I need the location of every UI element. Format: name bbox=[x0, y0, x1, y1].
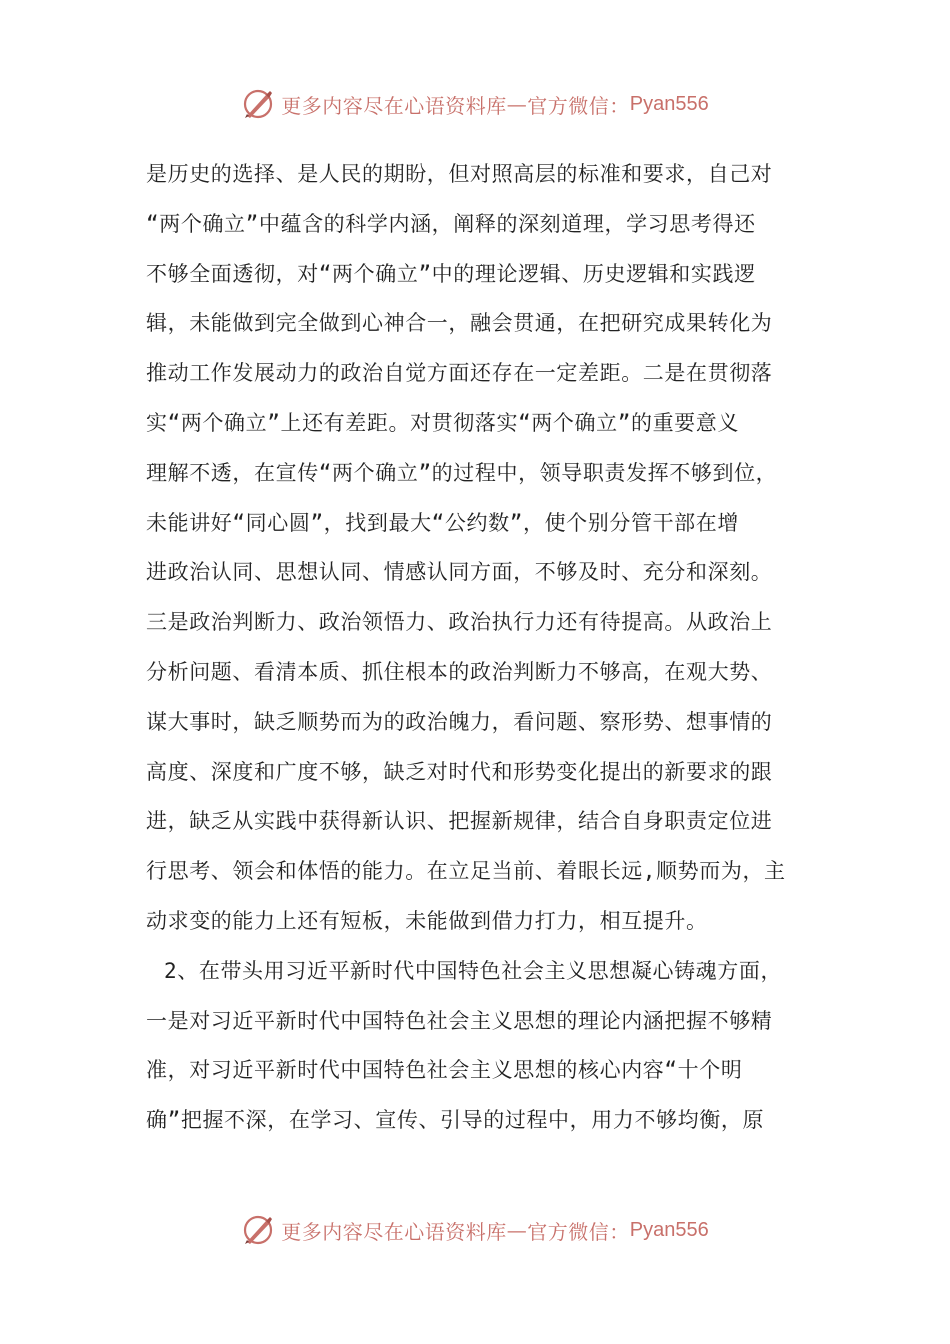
pen-logo-icon bbox=[241, 87, 275, 121]
banner-wechat-id: Pyan556 bbox=[629, 92, 709, 115]
banner-separator: — bbox=[506, 1218, 528, 1242]
text-line: 是历史的选择、是人民的期盼，但对照高层的标准和要求，自己对 bbox=[146, 162, 773, 186]
banner-wechat-label: 官方微信： bbox=[527, 1219, 630, 1244]
text-line: 高度、深度和广度不够，缺乏对时代和形势变化提出的新要求的跟 bbox=[146, 759, 773, 784]
banner-wechat-label: 官方微信： bbox=[527, 93, 630, 118]
text-line: “两个确立”中蕴含的科学内涵，阐释的深刻道理，学习思考得还 bbox=[146, 211, 756, 236]
text-line: 准，对习近平新时代中国特色社会主义思想的核心内容“十个明 bbox=[146, 1058, 743, 1083]
text-line: 不够全面透彻，对“两个确立”中的理论逻辑、历史逻辑和实践逻 bbox=[146, 261, 756, 286]
banner-wechat-id: Pyan556 bbox=[629, 1218, 709, 1241]
text-line: 行思考、领会和体悟的能力。在立足当前、着眼长远,顺势而为，主 bbox=[146, 859, 786, 884]
text-line: 三是政治判断力、政治领悟力、政治执行力还有待提高。从政治上 bbox=[146, 610, 773, 635]
document-body bbox=[146, 150, 806, 1146]
text-line: 辑，未能做到完全做到心神合一，融会贯通，在把研究成果转化为 bbox=[146, 311, 773, 336]
section-heading-line: 2、在带头用习近平新时代中国特色社会主义思想凝心铸魂方面， bbox=[164, 958, 783, 983]
footer-banner bbox=[0, 1210, 950, 1250]
text-line: 分析问题、看清本质、抓住根本的政治判断力不够高，在观大势、 bbox=[146, 659, 773, 684]
text-line: 进政治认同、思想认同、情感认同方面，不够及时、充分和深刻。 bbox=[146, 560, 773, 585]
pen-logo-icon bbox=[241, 1213, 275, 1247]
banner-site-text: 更多内容尽在心语资料库 bbox=[281, 1219, 507, 1244]
text-line: 谋大事时，缺乏顺势而为的政治魄力，看问题、察形势、想事情的 bbox=[146, 709, 773, 734]
text-line: 实“两个确立”上还有差距。对贯彻落实“两个确立”的重要意义 bbox=[146, 410, 739, 435]
text-line: 推动工作发展动力的政治自觉方面还存在一定差距。二是在贯彻落 bbox=[146, 361, 773, 386]
text-line: 进，缺乏从实践中获得新认识、把握新规律，结合自身职责定位进 bbox=[146, 809, 773, 834]
text-line: 理解不透，在宣传“两个确立”的过程中，领导职责发挥不够到位， bbox=[146, 460, 778, 485]
text-line: 动求变的能力上还有短板，未能做到借力打力，相互提升。 bbox=[146, 908, 708, 933]
text-line: 未能讲好“同心圆”，找到最大“公约数”，使个别分管干部在增 bbox=[146, 510, 739, 535]
text-line: 一是对习近平新时代中国特色社会主义思想的理论内涵把握不够精 bbox=[146, 1008, 773, 1033]
text-line: 确”把握不深，在学习、宣传、引导的过程中，用力不够均衡，原 bbox=[146, 1108, 765, 1133]
banner-separator: — bbox=[506, 92, 528, 116]
header-banner bbox=[0, 84, 950, 124]
banner-site-text: 更多内容尽在心语资料库 bbox=[281, 93, 507, 118]
